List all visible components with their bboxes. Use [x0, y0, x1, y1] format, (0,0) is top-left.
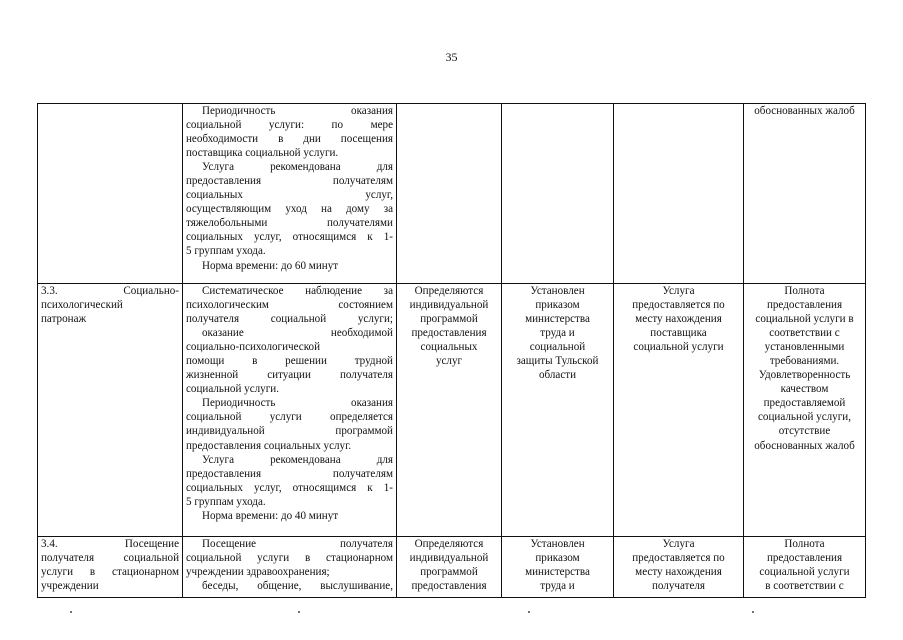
description-line: Периодичность оказания	[202, 397, 393, 410]
description-line: беседы, общение, выслушивание,	[202, 580, 393, 593]
indicator-line: социальной услуги,	[758, 411, 851, 424]
cost-cell	[502, 537, 614, 598]
description-line: учреждении здравоохранения;	[186, 566, 330, 579]
description-line: осуществляющим уход на дому за	[186, 203, 393, 216]
description-line: социальных услуг, относящимся к 1-	[186, 481, 393, 494]
indicator-line: соответствии с	[769, 327, 840, 340]
service-number-cell	[38, 284, 183, 537]
description-line: социальных услуг,	[186, 189, 393, 202]
indicator-line: обоснованных жалоб	[754, 105, 855, 117]
indicator-line: предоставления	[766, 552, 843, 565]
terms-line: предоставления	[411, 580, 487, 593]
conditions-line: получателя	[651, 580, 706, 593]
indicator-line: отсутствие	[778, 425, 831, 438]
terms-line: индивидуальной	[409, 552, 489, 565]
quality-indicators-cell	[744, 284, 866, 537]
description-line: жизненной ситуации получателя	[186, 369, 393, 382]
cost-line: труда и	[540, 327, 575, 340]
indicator-line: качеством	[780, 383, 829, 396]
cost-line: социальной	[529, 341, 586, 354]
indicator-line: в соответствии с	[765, 580, 844, 593]
conditions-line: предоставляется по	[632, 299, 725, 312]
description-line: помощи в решении трудной	[186, 355, 393, 368]
description-line: социальной услуги: по мере	[186, 119, 393, 132]
terms-line: индивидуальной	[409, 299, 489, 312]
indicator-line: социальной услуги	[759, 566, 850, 579]
description-line: Услуга рекомендована для	[202, 161, 393, 174]
service-name-line: 3.4. Посещение	[41, 538, 179, 550]
service-name-line: услуги в стационарном	[41, 566, 179, 579]
conditions-line: социальной услуги	[633, 341, 724, 354]
cost-line: приказом	[535, 552, 580, 565]
service-description-cell	[183, 537, 397, 598]
description-line: 5 группам ухода.	[186, 245, 266, 258]
service-name-line: патронаж	[41, 313, 87, 326]
cost-line: труда и	[540, 580, 575, 593]
indicator-line: предоставления	[766, 299, 843, 312]
table-row	[38, 537, 866, 598]
service-number-cell	[38, 537, 183, 598]
indicator-line: установленными	[764, 341, 845, 354]
description-line: Систематическое наблюдение за	[202, 285, 393, 297]
table-row	[38, 104, 866, 284]
services-table	[37, 103, 866, 598]
indicator-line: Полнота	[784, 538, 825, 550]
cost-line: министерства	[525, 566, 590, 579]
cost-line: приказом	[535, 299, 580, 312]
service-number-cell	[38, 104, 183, 284]
description-line: предоставления получателям	[186, 467, 393, 480]
page-number: 35	[445, 50, 458, 64]
description-line: получателя социальной услуги;	[186, 313, 393, 326]
terms-line: социальных	[420, 341, 478, 354]
description-line: предоставления социальных услуг.	[186, 439, 352, 452]
description-line: 5 группам ухода.	[186, 495, 266, 508]
description-line: Периодичность оказания	[202, 105, 393, 117]
service-name-line: психологический	[41, 299, 123, 312]
conditions-line: месту нахождения	[635, 566, 722, 579]
service-name-line: 3.3. Социально-	[41, 285, 179, 297]
conditions-line: Услуга	[662, 285, 695, 297]
terms-line: предоставления	[411, 327, 487, 340]
indicator-line: предоставляемой	[763, 397, 846, 410]
quality-indicators-cell	[744, 104, 866, 284]
service-name-line: получателя социальной	[41, 552, 179, 565]
description-line: оказание необходимой	[202, 327, 393, 340]
description-line: социально-психологической	[186, 341, 321, 354]
delivery-terms-cell	[397, 537, 502, 598]
cost-line: области	[538, 369, 577, 382]
delivery-conditions-cell	[614, 537, 744, 598]
service-description-cell	[183, 284, 397, 537]
delivery-conditions-cell	[614, 284, 744, 537]
service-description-cell	[183, 104, 397, 284]
description-line: поставщика социальной услуги.	[186, 147, 339, 160]
cost-cell	[502, 104, 614, 284]
indicator-line: требованиями.	[769, 355, 840, 368]
terms-line: программой	[420, 566, 478, 579]
indicator-line: Полнота	[784, 285, 825, 297]
terms-line: Определяются	[414, 285, 484, 297]
quality-indicators-cell	[744, 537, 866, 598]
description-line: тяжелобольными получателями	[186, 217, 393, 230]
conditions-line: Услуга	[662, 538, 695, 550]
terms-line: программой	[420, 313, 478, 326]
cost-line: Установлен	[530, 538, 585, 550]
conditions-line: месту нахождения	[635, 313, 722, 326]
description-line: Норма времени: до 40 минут	[202, 509, 339, 522]
indicator-line: Удовлетворенность	[758, 369, 851, 382]
delivery-terms-cell	[397, 284, 502, 537]
service-name-line: учреждении	[41, 580, 99, 593]
conditions-line: предоставляется по	[632, 552, 725, 565]
description-line: предоставления получателям	[186, 175, 393, 188]
cost-line: защиты Тульской	[516, 355, 599, 368]
description-line: индивидуальной программой	[186, 425, 393, 438]
description-line: психологическим состоянием	[186, 299, 393, 312]
description-line: Посещение получателя	[202, 538, 393, 550]
terms-line: услуг	[435, 355, 463, 368]
delivery-conditions-cell	[614, 104, 744, 284]
description-line: Услуга рекомендована для	[202, 453, 393, 466]
delivery-terms-cell	[397, 104, 502, 284]
cost-cell	[502, 284, 614, 537]
indicator-line: обоснованных жалоб	[754, 439, 855, 452]
description-line: социальной услуги определяется	[186, 411, 393, 424]
description-line: социальной услуги в стационарном	[186, 552, 393, 565]
description-line: необходимости в дни посещения	[186, 133, 393, 146]
indicator-line: социальной услуги в	[755, 313, 854, 326]
table-row	[38, 284, 866, 537]
cost-line: Установлен	[530, 285, 585, 297]
description-line: социальной услуги.	[186, 383, 279, 396]
description-line: Норма времени: до 60 минут	[202, 259, 339, 272]
cost-line: министерства	[525, 313, 590, 326]
conditions-line: поставщика	[650, 327, 707, 340]
terms-line: Определяются	[414, 538, 484, 550]
description-line: социальных услуг, относящимся к 1-	[186, 231, 393, 244]
